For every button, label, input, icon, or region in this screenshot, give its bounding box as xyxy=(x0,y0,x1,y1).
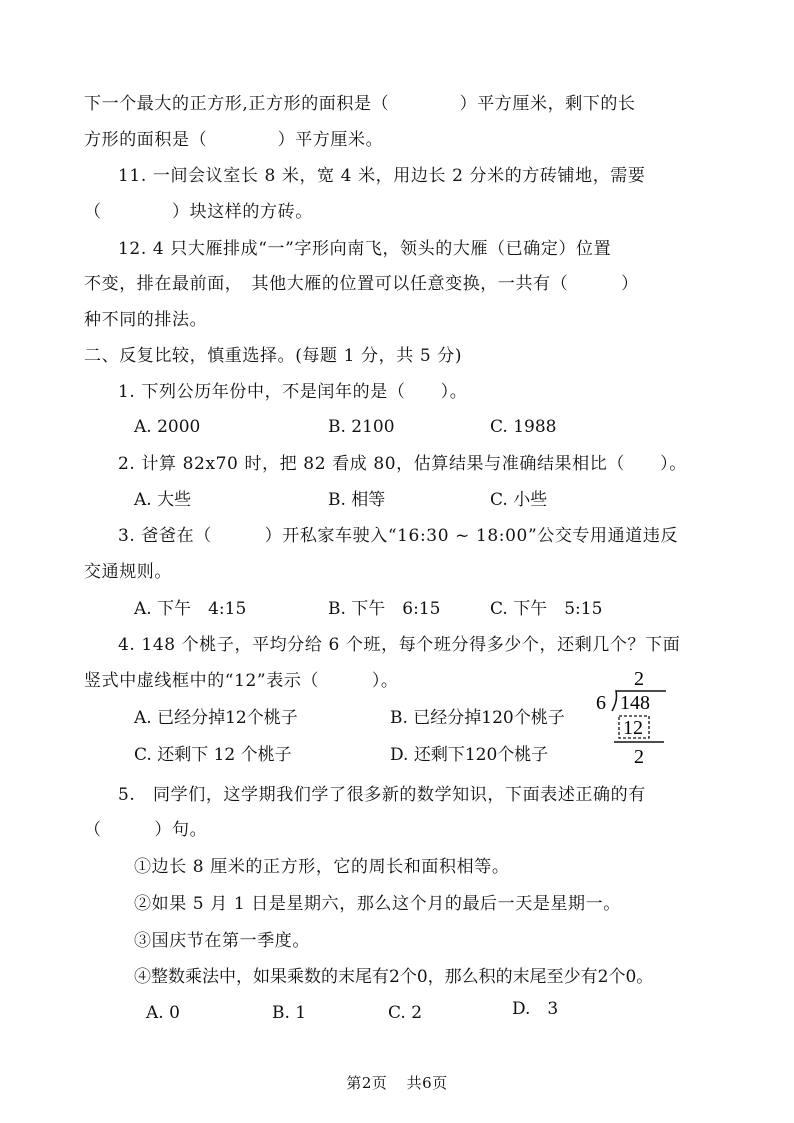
text-line: （ ）块这样的方砖。 xyxy=(84,202,313,222)
option-a: A. 2000 xyxy=(134,417,201,437)
statement-3: ③国庆节在第一季度。 xyxy=(134,931,310,951)
option-c: C. 还剩下 12 个桃子 xyxy=(134,745,292,765)
section-heading: 二、反复比较，慎重选择。(每题 1 分，共 5 分) xyxy=(84,346,463,366)
text-line: 交通规则。 xyxy=(84,562,172,582)
long-division-diagram xyxy=(594,665,674,770)
division-remainder: 2 xyxy=(634,746,644,768)
option-b: B. 2100 xyxy=(328,417,395,437)
option-a: A. 0 xyxy=(146,1003,180,1023)
division-quotient: 2 xyxy=(634,668,644,690)
option-d: D. 还剩下120个桃子 xyxy=(390,745,549,765)
option-b: B. 已经分掉120个桃子 xyxy=(390,708,565,728)
option-c: C. 1988 xyxy=(490,417,557,437)
option-b: B. 1 xyxy=(272,1003,307,1023)
option-a: A. 大些 xyxy=(134,490,192,510)
division-dividend: 148 xyxy=(620,692,650,714)
mc-question-5: 5. 同学们，这学期我们学了很多新的数学知识，下面表述正确的有 xyxy=(118,785,646,805)
option-d: D. 3 xyxy=(512,999,559,1019)
option-c: C. 下午 5:15 xyxy=(490,599,603,619)
page-footer xyxy=(0,1072,794,1093)
text-line: 不变，排在最前面， 其他大雁的位置可以任意变换，一共有（ ） xyxy=(84,274,639,294)
mc-question-4: 4. 148 个桃子，平均分给 6 个班，每个班分得多少个，还剩几个？下面 xyxy=(118,635,681,655)
mc-question-2: 2. 计算 82x70 时，把 82 看成 80，估算结果与准确结果相比（ ）。 xyxy=(118,454,687,474)
mc-question-3: 3. 爸爸在（ ）开私家车驶入“16:30 ~ 18:00”公交专用通道违反 xyxy=(118,526,679,546)
text-line: （ ）句。 xyxy=(84,820,208,840)
statement-4: ④整数乘法中，如果乘数的末尾有2个0，那么积的末尾至少有2个0。 xyxy=(134,967,654,987)
option-b: B. 下午 6:15 xyxy=(328,599,441,619)
page-number: 第2页 xyxy=(346,1074,388,1092)
option-c: C. 小些 xyxy=(490,490,548,510)
page-total: 共6页 xyxy=(406,1074,448,1092)
text-line: 种不同的排法。 xyxy=(84,310,208,330)
statement-2: ②如果 5 月 1 日是星期六，那么这个月的最后一天是星期一。 xyxy=(134,894,621,914)
division-divisor: 6 xyxy=(596,692,606,714)
question-11: 11. 一间会议室长 8 米，宽 4 米，用边长 2 分米的方砖铺地，需要 xyxy=(118,166,646,186)
option-a: A. 下午 4:15 xyxy=(134,599,247,619)
question-12: 12. 4 只大雁排成“一”字形向南飞，领头的大雁（已确定）位置 xyxy=(118,239,612,259)
text-line: 竖式中虚线框中的“12”表示（ ）。 xyxy=(84,671,399,691)
option-c: C. 2 xyxy=(388,1003,423,1023)
text-line: 下一个最大的正方形,正方形的面积是（ ）平方厘米，剩下的长 xyxy=(84,94,636,114)
option-a: A. 已经分掉12个桃子 xyxy=(134,708,298,728)
text-line: 方形的面积是（ ）平方厘米。 xyxy=(84,130,384,150)
division-boxed-value: 12 xyxy=(623,717,643,739)
statement-1: ①边长 8 厘米的正方形，它的周长和面积相等。 xyxy=(134,857,510,877)
option-b: B. 相等 xyxy=(328,490,386,510)
mc-question-1: 1. 下列公历年份中，不是闰年的是（ ）。 xyxy=(118,382,468,402)
